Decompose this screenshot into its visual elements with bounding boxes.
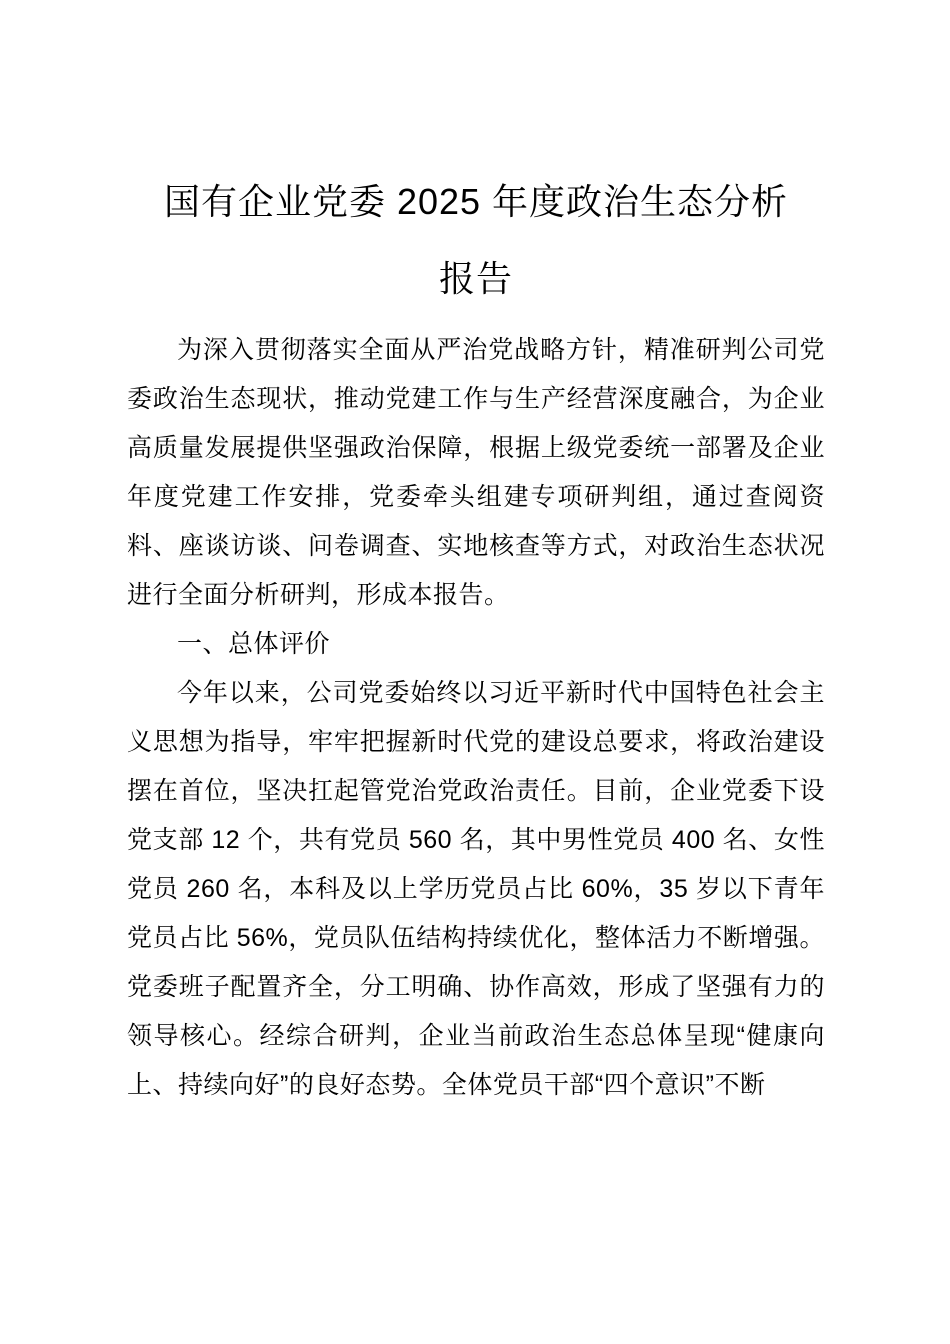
overall-evaluation-paragraph: 今年以来，公司党委始终以习近平新时代中国特色社会主义思想为指导，牢牢把握新时代党的建设总要求，将政治建设摆在首位，坚决扛起管党治党政治责任。目前，企业党委下设党支部 12 个，共有党员 560 名，其中男性党员 400 名、女性党员 260 名，本科及以上学历党员占比 60%，35 岁以下青年党员占比 56%，党员队伍结构持续优化，整体活力不断增强。党委班子配置齐全，分工明确、协作高效，形成了坚强有力的领导核心。经综合研判，企业当前政治生态总体呈现“健康向上、持续向好”的良好态势。全体党员干部“四个意识”不断 <box>127 679 825 1099</box>
section-heading-overall-evaluation: 一、总体评价 <box>177 630 331 658</box>
document-title <box>127 163 825 317</box>
intro-paragraph: 为深入贯彻落实全面从严治党战略方针，精准研判公司党委政治生态现状，推动党建工作与生产经营深度融合，为企业高质量发展提供坚强政治保障，根据上级党委统一部署及企业年度党建工作安排，党委牵头组建专项研判组，通过查阅资料、座谈访谈、问卷调查、实地核查等方式，对政治生态状况进行全面分析研判，形成本报告。 <box>127 336 825 609</box>
title-line-2: 报告 <box>438 258 513 299</box>
title-line-1: 国有企业党委 2025 年度政治生态分析 <box>163 181 789 222</box>
